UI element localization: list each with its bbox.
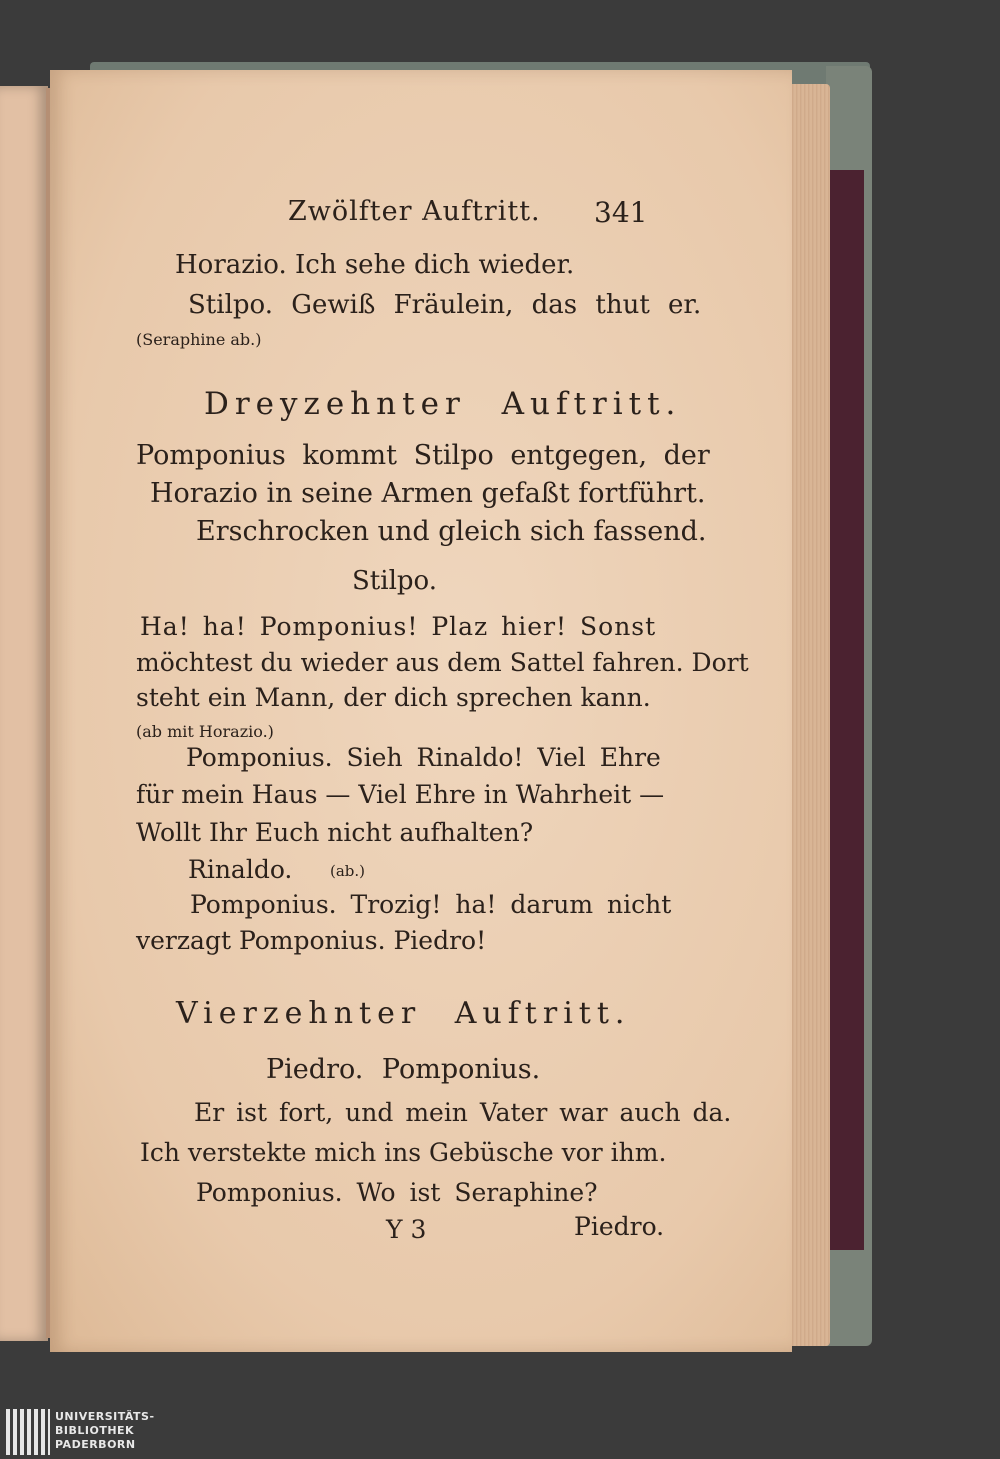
text-line: für mein Haus — Viel Ehre in Wahrheit — xyxy=(136,780,665,809)
text-line: Er ist fort, und mein Vater war auch da. xyxy=(194,1098,732,1127)
text-line: Pomponius. Sieh Rinaldo! Viel Ehre xyxy=(186,743,661,772)
text-line: Pomponius. Trozig! ha! darum nicht xyxy=(190,890,672,919)
speaker-name: Stilpo. xyxy=(352,566,437,596)
stage-direction: (ab.) xyxy=(330,862,366,880)
stage-direction: Pomponius kommt Stilpo entgegen, der xyxy=(136,440,710,471)
text-line: Wollt Ihr Euch nicht aufhalten? xyxy=(136,818,534,847)
stage-direction: Horazio in seine Armen gefaßt fortführt. xyxy=(150,478,706,509)
stage-direction: Erschrocken und gleich sich fassend. xyxy=(196,516,707,547)
text-line: Horazio. Ich sehe dich wieder. xyxy=(175,250,575,280)
cast-list: Piedro. Pomponius. xyxy=(266,1054,541,1085)
text-line: Pomponius. Wo ist Seraphine? xyxy=(196,1178,598,1207)
page-edges xyxy=(790,84,830,1346)
text-line: verzagt Pomponius. Piedro! xyxy=(136,926,487,955)
catchword: Piedro. xyxy=(574,1212,665,1241)
text-line: steht ein Mann, der dich sprechen kann. xyxy=(136,683,651,712)
library-name-line: PADERBORN xyxy=(55,1438,136,1451)
stage-direction: (Seraphine ab.) xyxy=(136,330,262,349)
book-spine xyxy=(830,170,864,1250)
signature-mark: Y 3 xyxy=(386,1215,427,1244)
running-head: Zwölfter Auftritt. xyxy=(288,196,541,227)
library-name-line: UNIVERSITÄTS- xyxy=(55,1410,155,1423)
text-line: Ha! ha! Pomponius! Plaz hier! Sonst xyxy=(140,612,657,641)
text-line: Ich verstekte mich ins Gebüsche vor ihm. xyxy=(140,1138,667,1167)
speaker-name: Rinaldo. xyxy=(188,855,293,884)
stage-direction: (ab mit Horazio.) xyxy=(136,722,274,741)
text-line: möchtest du wieder aus dem Sattel fahren. Dort xyxy=(136,648,749,677)
library-logo-icon xyxy=(6,1409,50,1455)
page-number: 341 xyxy=(594,196,648,229)
text-line: Stilpo. Gewiß Fräulein, das thut er. xyxy=(188,290,702,320)
scene-heading: Dreyzehnter Auftritt. xyxy=(204,386,682,422)
library-name-line: BIBLIOTHEK xyxy=(55,1424,135,1437)
left-page xyxy=(0,86,48,1341)
scene-heading: Vierzehnter Auftritt. xyxy=(176,996,631,1031)
